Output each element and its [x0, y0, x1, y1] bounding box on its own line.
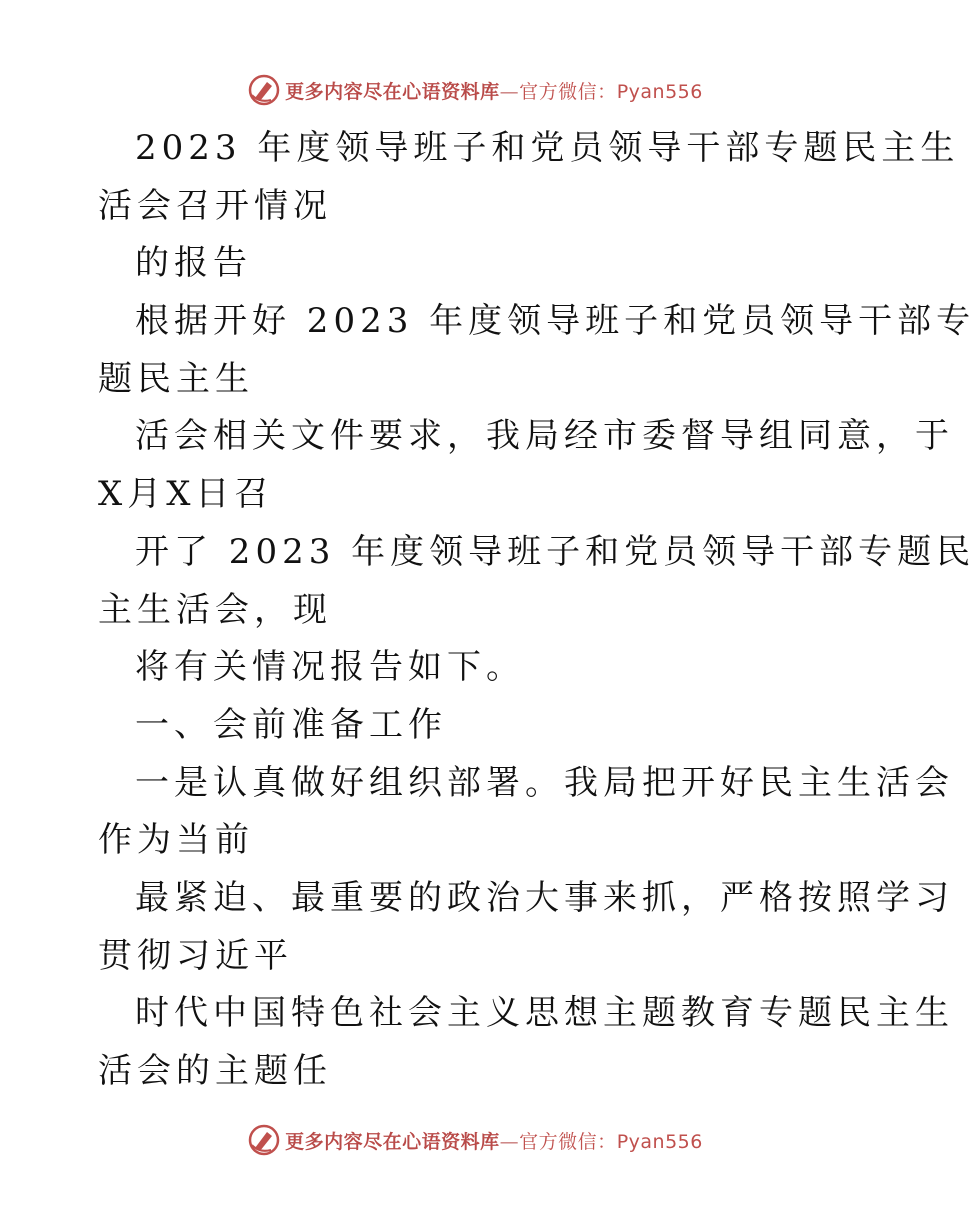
paragraph-line: 根据开好 2023 年度领导班子和党员领导干部专	[135, 301, 975, 342]
paragraph-line: 最紧迫、最重要的政治大事来抓，严格按照学习	[135, 877, 954, 918]
banner-separator: —	[499, 1130, 520, 1153]
pen-nib-logo-icon	[247, 1123, 281, 1157]
paragraph-line: 作为当前	[98, 820, 254, 861]
banner-wechat-label: 官方微信：	[519, 1130, 617, 1153]
paragraph-line: X月X日召	[98, 474, 274, 515]
paragraph-line: 活会相关文件要求，我局经市委督导组同意，于	[135, 416, 954, 457]
banner-main-text: 更多内容尽在心语资料库	[285, 1130, 500, 1153]
banner-text	[285, 77, 703, 104]
paragraph-line: 开了 2023 年度领导班子和党员领导干部专题民	[135, 531, 975, 572]
banner-text	[285, 1127, 703, 1154]
footer-banner	[0, 1120, 950, 1160]
paragraph-line: 活会召开情况	[98, 185, 332, 226]
banner-wechat-id: Pyan556	[616, 80, 703, 103]
banner-wechat-id: Pyan556	[616, 1130, 703, 1153]
banner-separator: —	[499, 80, 520, 103]
document-body	[98, 120, 975, 1101]
paragraph-line: 活会的主题任	[98, 1051, 332, 1091]
banner-main-text: 更多内容尽在心语资料库	[285, 80, 500, 103]
paragraph-line: 一是认真做好组织部署。我局把开好民主生活会	[135, 762, 954, 803]
header-banner	[0, 70, 950, 110]
paragraph-line: 将有关情况报告如下。	[135, 647, 525, 688]
paragraph-line: 的报告	[135, 243, 252, 284]
paragraph-line: 题民主生	[98, 358, 254, 399]
paragraph-line: 时代中国特色社会主义思想主题教育专题民主生	[135, 993, 954, 1034]
paragraph-line: 贯彻习近平	[98, 935, 293, 976]
paragraph-line: 2023 年度领导班子和党员领导干部专题民主生	[135, 128, 960, 168]
paragraph-line: 主生活会，现	[98, 589, 332, 630]
paragraph-line: 一、会前准备工作	[135, 704, 447, 745]
banner-wechat-label: 官方微信：	[519, 80, 617, 103]
pen-nib-logo-icon	[247, 73, 281, 107]
